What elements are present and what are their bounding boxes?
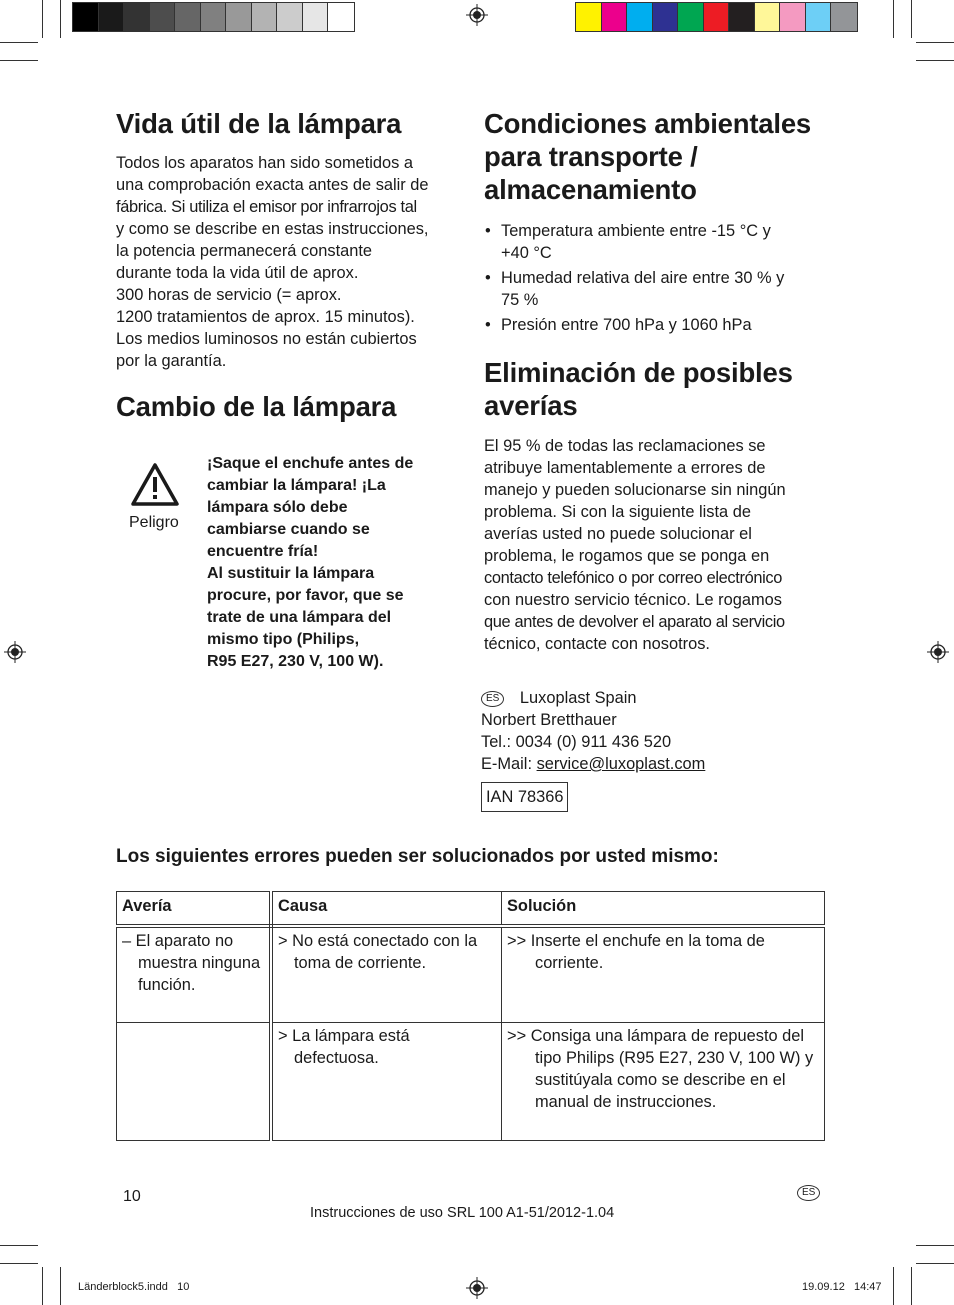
fault-cell [117, 926, 272, 1022]
color-swatch [627, 3, 653, 31]
text-line: 1200 tratamientos de aprox. 15 minutos). [116, 308, 415, 326]
text-line: cambiar la lámpara! ¡La [207, 477, 386, 494]
danger-warning [116, 452, 456, 682]
crop-mark [0, 60, 38, 61]
text-line: Los medios luminosos no están cubiertos [116, 330, 417, 348]
fault-cell [117, 1022, 272, 1140]
crop-mark [916, 1263, 954, 1264]
text-line: averías usted no puede solucionar el [484, 525, 752, 543]
text-line: • Temperatura ambiente entre -15 °C y [501, 222, 771, 240]
ian-box: IAN 78366 [481, 782, 568, 812]
cell-text: – El aparato no muestra ninguna función. [122, 932, 261, 994]
text-line: manejo y pueden solucionarse sin ningún [484, 481, 786, 499]
text-line: durante toda la vida útil de aprox. [116, 264, 359, 282]
color-swatch [303, 3, 329, 31]
crop-mark [0, 42, 38, 43]
email-label: E-Mail: [481, 755, 537, 773]
cell-text: > La lámpara está defectuosa. [278, 1026, 410, 1067]
warning-triangle-icon [130, 462, 180, 508]
cell-text: >> Inserte el enchufe en la toma de corriente. [507, 932, 765, 972]
text-line: 75 % [501, 291, 539, 309]
text-line: fábrica. Si utiliza el emisor por infrarrojos tal [116, 198, 417, 216]
heading-line: Condiciones ambientales [484, 108, 812, 139]
table-row [117, 1022, 825, 1140]
language-badge [797, 1184, 820, 1202]
text-line: una comprobación exacta antes de salir de [116, 176, 429, 194]
color-swatch [328, 3, 354, 31]
text-line: problema, le rogamos que se ponga en [484, 547, 770, 565]
column-header-cause: Causa [271, 892, 502, 927]
text-line: ¡Saque el enchufe antes de [207, 455, 414, 472]
registration-mark-icon [466, 4, 488, 26]
color-swatch [252, 3, 278, 31]
text-line: R95 E27, 230 V, 100 W). [207, 653, 384, 670]
text-line: • Humedad relativa del aire entre 30 % y [501, 269, 785, 287]
table-row [117, 926, 825, 1022]
color-swatch [124, 3, 150, 31]
crop-mark [0, 1263, 38, 1264]
list-item [484, 220, 824, 264]
list-item [484, 267, 824, 311]
heading-line: averías [484, 390, 578, 421]
crop-mark [916, 42, 954, 43]
table-heading: Los siguientes errores pueden ser solucionados por usted mismo: [116, 846, 719, 867]
text-line: que antes de devolver el aparato al servicio [484, 613, 785, 631]
color-swatch [602, 3, 628, 31]
crop-mark [0, 1245, 38, 1246]
text-line: con nuestro servicio técnico. Le rogamos [484, 591, 782, 609]
list-item [484, 314, 824, 336]
color-swatch [780, 3, 806, 31]
crop-mark [42, 1267, 43, 1305]
danger-label: Peligro [129, 514, 179, 531]
text-line: trate de una lámpara del [207, 609, 392, 626]
color-swatch [704, 3, 730, 31]
text-line: atribuye lamentablemente a errores de [484, 459, 766, 477]
color-swatch [576, 3, 602, 31]
email-link[interactable]: service@luxoplast.com [536, 755, 706, 773]
text-line: 300 horas de servicio (= aprox. [116, 286, 342, 304]
text-line: procure, por favor, que se [207, 587, 404, 604]
cause-cell [271, 926, 502, 1022]
text-line: técnico, contacte con nosotros. [484, 635, 710, 653]
color-swatch [277, 3, 303, 31]
color-swatch [73, 3, 99, 31]
registration-mark-icon [927, 641, 949, 663]
crop-mark [893, 0, 894, 38]
text-line: mismo tipo (Philips, [207, 631, 360, 648]
warning-text [207, 453, 452, 673]
text-line: • Presión entre 700 hPa y 1060 hPa [501, 316, 752, 334]
color-swatch [201, 3, 227, 31]
conditions-list [484, 220, 824, 339]
column-header-solution: Solución [502, 892, 825, 927]
text-line: lámpara sólo debe [207, 499, 348, 516]
transport-conditions-heading [484, 107, 824, 206]
solution-cell [502, 1022, 825, 1140]
cell-text: >> Consiga una lámpara de repuesto del tipo Philips (R95 E27, 230 V, 100 W) y sustitúyala como se describe en el manual de instrucciones. [507, 1026, 814, 1111]
color-swatch [755, 3, 781, 31]
crop-mark [60, 0, 61, 38]
color-swatch [175, 3, 201, 31]
solution-cell [502, 926, 825, 1022]
color-swatch [653, 3, 679, 31]
crop-mark [911, 1267, 912, 1305]
crop-mark [916, 1245, 954, 1246]
crop-mark [916, 60, 954, 61]
contact-phone: Tel.: 0034 (0) 911 436 520 [481, 733, 672, 751]
crop-mark [893, 1267, 894, 1305]
country-badge: ES [481, 691, 504, 707]
lifespan-paragraph [116, 152, 456, 372]
process-color-bar [575, 2, 858, 32]
contact-email-line [481, 753, 705, 775]
troubleshooting-paragraph [484, 435, 824, 655]
troubleshooting-table [116, 891, 825, 1141]
text-line: Todos los aparatos han sido sometidos a [116, 154, 414, 172]
cell-text: > No está conectado con la toma de corriente. [278, 932, 478, 972]
text-line: Al sustituir la lámpara [207, 565, 375, 582]
crop-mark [42, 0, 43, 38]
color-swatch [99, 3, 125, 31]
text-line: +40 °C [501, 244, 552, 262]
color-swatch [806, 3, 832, 31]
registration-mark-icon [466, 1277, 488, 1299]
crop-mark [911, 0, 912, 38]
language-badge-text: ES [797, 1185, 820, 1201]
troubleshooting-heading [484, 356, 824, 422]
service-contact [481, 687, 705, 775]
heading-line: para transporte / [484, 141, 698, 172]
contact-company-line [481, 687, 705, 709]
cause-cell [271, 1022, 502, 1140]
crop-mark [60, 1267, 61, 1305]
text-line: El 95 % de todas las reclamaciones se [484, 437, 766, 455]
text-line: la potencia permanecerá constante [116, 242, 373, 260]
print-slug-file: Länderblock5.indd 10 [78, 1281, 190, 1293]
lifespan-heading: Vida útil de la lámpara [116, 108, 402, 139]
text-line: encuentre fría! [207, 543, 319, 560]
table-header-row [117, 892, 825, 927]
heading-line: Eliminación de posibles [484, 357, 793, 388]
document-reference: Instrucciones de uso SRL 100 A1-51/2012-1.04 [310, 1205, 615, 1221]
text-line: contacto telefónico o por correo electrónico [484, 569, 783, 587]
heading-line: almacenamiento [484, 174, 697, 205]
print-slug-date: 19.09.12 14:47 [802, 1281, 882, 1293]
registration-mark-icon [4, 641, 26, 663]
column-header-fault: Avería [117, 892, 272, 927]
contact-company: Luxoplast Spain [519, 689, 637, 707]
text-line: por la garantía. [116, 352, 227, 370]
page-number: 10 [123, 1188, 141, 1205]
color-swatch [729, 3, 755, 31]
text-line: y como se describe en estas instrucciones, [116, 220, 429, 238]
color-swatch [831, 3, 857, 31]
color-swatch [150, 3, 176, 31]
text-line: cambiarse cuando se [207, 521, 370, 538]
color-swatch [226, 3, 252, 31]
text-line: problema. Si con la siguiente lista de [484, 503, 751, 521]
contact-person: Norbert Bretthauer [481, 711, 617, 729]
lamp-change-heading: Cambio de la lámpara [116, 391, 397, 422]
color-swatch [678, 3, 704, 31]
gray-color-bar [72, 2, 355, 32]
